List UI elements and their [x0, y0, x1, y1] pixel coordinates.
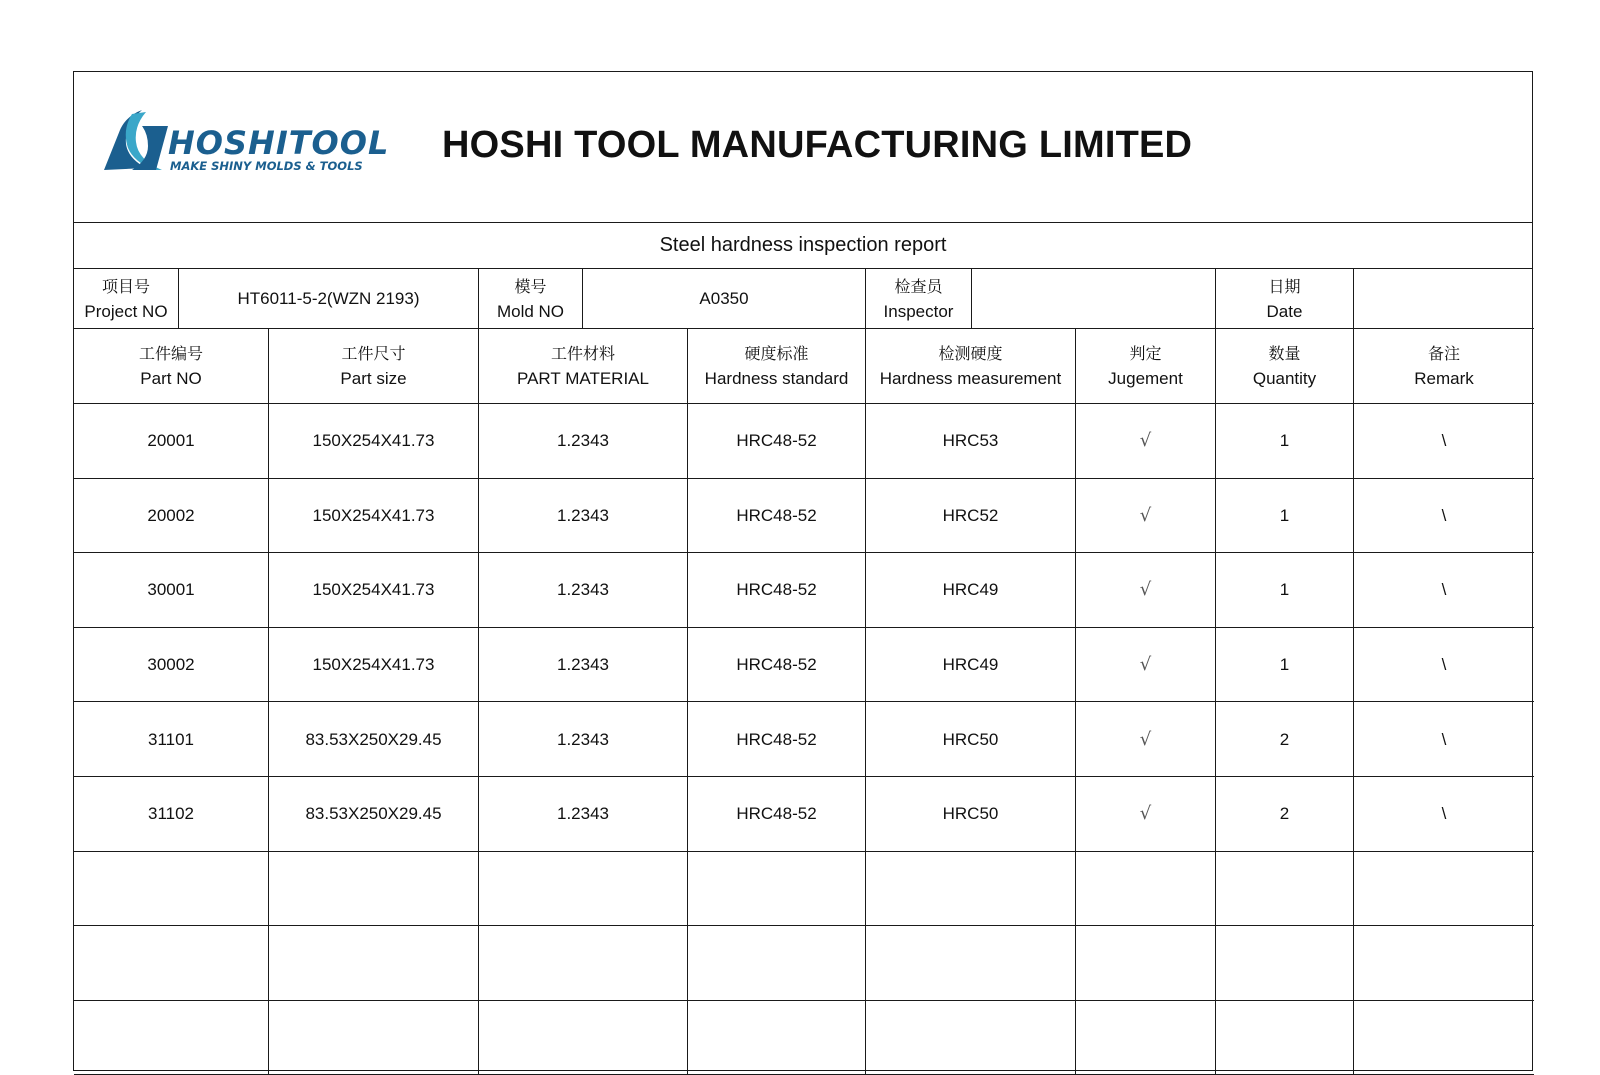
column-header-zh: 工件材料	[550, 344, 615, 363]
inspector-value	[972, 269, 1216, 329]
table-cell-value: HRC48-52	[736, 580, 817, 600]
table-cell-remark	[1354, 777, 1534, 852]
table-cell-value: 31102	[147, 804, 194, 824]
table-cell-value: 150X254X41.73	[312, 655, 435, 675]
table-cell-part-size	[269, 777, 479, 852]
project-no-label-zh: 项目号	[101, 276, 150, 296]
inspector-label-zh: 检查员	[894, 276, 943, 296]
table-cell-material	[479, 404, 688, 479]
table-cell-part-no	[74, 404, 269, 479]
table-cell-value: HRC50	[942, 804, 999, 824]
column-header-en: Hardness measurement	[879, 369, 1062, 388]
table-cell-value: 2	[1279, 804, 1290, 824]
table-cell-value: 31101	[147, 729, 194, 749]
column-header-zh: 工件尺寸	[341, 344, 406, 363]
table-cell-judgement	[1076, 702, 1216, 777]
table-cell-remark	[1354, 926, 1534, 1001]
project-no-label-en: Project NO	[84, 301, 168, 321]
table-cell-material	[479, 777, 688, 852]
table-cell-value: 2	[1279, 729, 1290, 749]
table-cell-value: \	[1441, 804, 1447, 824]
table-cell-remark	[1354, 553, 1534, 628]
table-cell-value: 150X254X41.73	[312, 580, 435, 600]
column-header-zh: 备注	[1427, 344, 1460, 363]
table-cell-quantity	[1216, 628, 1354, 703]
column-header-hardness-standard	[688, 329, 866, 404]
table-cell-value: HRC53	[942, 431, 999, 451]
table-cell-value: HRC49	[942, 580, 999, 600]
table-cell-material	[479, 553, 688, 628]
column-header-part-no	[74, 329, 269, 404]
column-header-en: Part NO	[140, 369, 202, 388]
table-cell-value: 20001	[147, 431, 195, 451]
table-cell-value: 1	[1279, 505, 1290, 525]
table-cell-value: \	[1441, 505, 1447, 525]
table-cell-value: 30002	[147, 655, 195, 675]
table-cell-judgement	[1076, 553, 1216, 628]
table-cell-value: HRC52	[942, 505, 999, 525]
table-cell-quantity	[1216, 777, 1354, 852]
mold-no-label	[479, 269, 583, 329]
logo-wordmark: HOSHITOOL	[168, 124, 390, 162]
table-cell-hardness-measurement	[866, 852, 1076, 927]
table-cell-hardness-measurement	[866, 628, 1076, 703]
table-cell-part-size	[269, 702, 479, 777]
table-cell-value: 1.2343	[557, 655, 609, 675]
table-cell-part-no	[74, 628, 269, 703]
table-cell-value: 1.2343	[557, 505, 609, 525]
table-cell-judgement	[1076, 628, 1216, 703]
table-cell-value: HRC48-52	[736, 804, 817, 824]
report-title	[74, 223, 1532, 269]
project-no-value	[179, 269, 479, 329]
mold-no-label-en: Mold NO	[496, 301, 565, 321]
table-cell-material	[479, 479, 688, 554]
project-no-label	[74, 269, 179, 329]
table-cell-part-no	[74, 702, 269, 777]
table-cell-value: 1	[1279, 655, 1290, 675]
date-label-zh: 日期	[1268, 276, 1301, 296]
table-cell-value: \	[1441, 729, 1447, 749]
table-cell-part-size	[269, 926, 479, 1001]
table-cell-part-no	[74, 479, 269, 554]
table-cell-value: 1.2343	[557, 580, 609, 600]
column-header-zh: 检测硬度	[938, 344, 1003, 363]
table-cell-judgement	[1076, 479, 1216, 554]
table-cell-hardness-standard	[688, 628, 866, 703]
column-header-judgement	[1076, 329, 1216, 404]
table-cell-value: 83.53X250X29.45	[305, 729, 442, 749]
table-cell-part-no	[74, 553, 269, 628]
column-header-hardness-measurement	[866, 329, 1076, 404]
table-cell-judgement	[1076, 852, 1216, 927]
table-cell-quantity	[1216, 479, 1354, 554]
table-cell-part-no	[74, 926, 269, 1001]
check-mark-icon: √	[1139, 654, 1152, 676]
check-mark-icon: √	[1139, 504, 1152, 526]
table-cell-hardness-measurement	[866, 702, 1076, 777]
check-mark-icon: √	[1139, 803, 1152, 825]
table-cell-hardness-standard	[688, 479, 866, 554]
table-cell-value: 1	[1279, 580, 1290, 600]
table-cell-hardness-standard	[688, 404, 866, 479]
table-cell-material	[479, 628, 688, 703]
table-cell-value: HRC48-52	[736, 431, 817, 451]
company-name: HOSHI TOOL MANUFACTURING LIMITED	[442, 124, 1193, 166]
table-cell-value: 30001	[147, 580, 195, 600]
table-cell-hardness-standard	[688, 702, 866, 777]
mold-no-value-text: A0350	[699, 289, 749, 308]
table-cell-value: \	[1441, 655, 1447, 675]
table-cell-value: 1.2343	[557, 804, 609, 824]
inspection-report-sheet	[73, 71, 1533, 1071]
table-cell-hardness-measurement	[866, 404, 1076, 479]
table-cell-quantity	[1216, 404, 1354, 479]
table-cell-material	[479, 852, 688, 927]
check-mark-icon: √	[1139, 728, 1152, 750]
column-header-zh: 硬度标准	[744, 344, 809, 363]
table-cell-material	[479, 702, 688, 777]
table-cell-value: \	[1441, 580, 1447, 600]
table-cell-hardness-standard	[688, 553, 866, 628]
hoshitool-logo	[102, 108, 422, 178]
column-header-en: Part size	[340, 369, 407, 388]
table-cell-remark	[1354, 852, 1534, 927]
column-header-zh: 数量	[1268, 344, 1301, 363]
table-cell-part-no	[74, 852, 269, 927]
check-mark-icon: √	[1139, 430, 1152, 452]
table-cell-part-no	[74, 777, 269, 852]
table-cell-part-size	[269, 479, 479, 554]
table-cell-value: 83.53X250X29.45	[305, 804, 442, 824]
table-cell-part-size	[269, 852, 479, 927]
table-cell-hardness-measurement	[866, 777, 1076, 852]
column-header-part-size	[269, 329, 479, 404]
date-value	[1354, 269, 1534, 329]
table-cell-material	[479, 926, 688, 1001]
inspector-label	[866, 269, 972, 329]
column-header-material	[479, 329, 688, 404]
table-cell-value: HRC50	[942, 729, 999, 749]
table-cell-remark	[1354, 628, 1534, 703]
mold-no-label-zh: 模号	[514, 276, 547, 296]
table-cell-judgement	[1076, 926, 1216, 1001]
table-cell-value: HRC48-52	[736, 729, 817, 749]
table-cell-value: 1	[1279, 431, 1290, 451]
table-cell-hardness-measurement	[866, 926, 1076, 1001]
table-cell-value: 150X254X41.73	[312, 431, 435, 451]
mold-no-value	[583, 269, 866, 329]
column-header-remark	[1354, 329, 1534, 404]
column-header-zh: 工件编号	[138, 344, 203, 363]
table-cell-value: \	[1441, 431, 1447, 451]
table-cell-remark	[1354, 404, 1534, 479]
report-header	[74, 72, 1532, 223]
table-cell-hardness-standard	[688, 777, 866, 852]
table-cell-hardness-measurement	[866, 479, 1076, 554]
project-no-value-text: HT6011-5-2(WZN 2193)	[237, 289, 420, 308]
table-cell-value: HRC48-52	[736, 505, 817, 525]
check-mark-icon: √	[1139, 579, 1152, 601]
table-cell-hardness-measurement	[866, 553, 1076, 628]
table-cell-remark	[1354, 702, 1534, 777]
column-header-en: Remark	[1414, 369, 1474, 388]
date-label	[1216, 269, 1354, 329]
logo-tagline: MAKE SHINY MOLDS & TOOLS	[170, 159, 363, 173]
table-cell-value: HRC49	[942, 655, 999, 675]
date-label-en: Date	[1266, 301, 1303, 321]
table-cell-value: HRC48-52	[736, 655, 817, 675]
column-header-en: Jugement	[1108, 369, 1183, 388]
table-cell-hardness-standard	[688, 852, 866, 927]
column-header-zh: 判定	[1129, 344, 1162, 363]
table-cell-value: 1.2343	[557, 729, 609, 749]
table-cell-part-size	[269, 404, 479, 479]
table-cell-value: 1.2343	[557, 431, 609, 451]
table-cell-quantity	[1216, 926, 1354, 1001]
inspector-label-en: Inspector	[883, 301, 954, 321]
table-cell-judgement	[1076, 404, 1216, 479]
column-header-en: Quantity	[1252, 369, 1317, 388]
table-cell-part-size	[269, 553, 479, 628]
table-cell-part-size	[269, 628, 479, 703]
column-header-en: PART MATERIAL	[517, 369, 649, 388]
column-header-quantity	[1216, 329, 1354, 404]
table-cell-quantity	[1216, 852, 1354, 927]
table-cell-quantity	[1216, 553, 1354, 628]
report-title-text: Steel hardness inspection report	[659, 234, 947, 256]
table-cell-value: 20002	[147, 505, 195, 525]
table-cell-hardness-standard	[688, 926, 866, 1001]
table-cell-judgement	[1076, 777, 1216, 852]
column-header-en: Hardness standard	[704, 369, 849, 388]
table-cell-remark	[1354, 479, 1534, 554]
table-cell-value: 150X254X41.73	[312, 505, 435, 525]
table-cell-quantity	[1216, 702, 1354, 777]
